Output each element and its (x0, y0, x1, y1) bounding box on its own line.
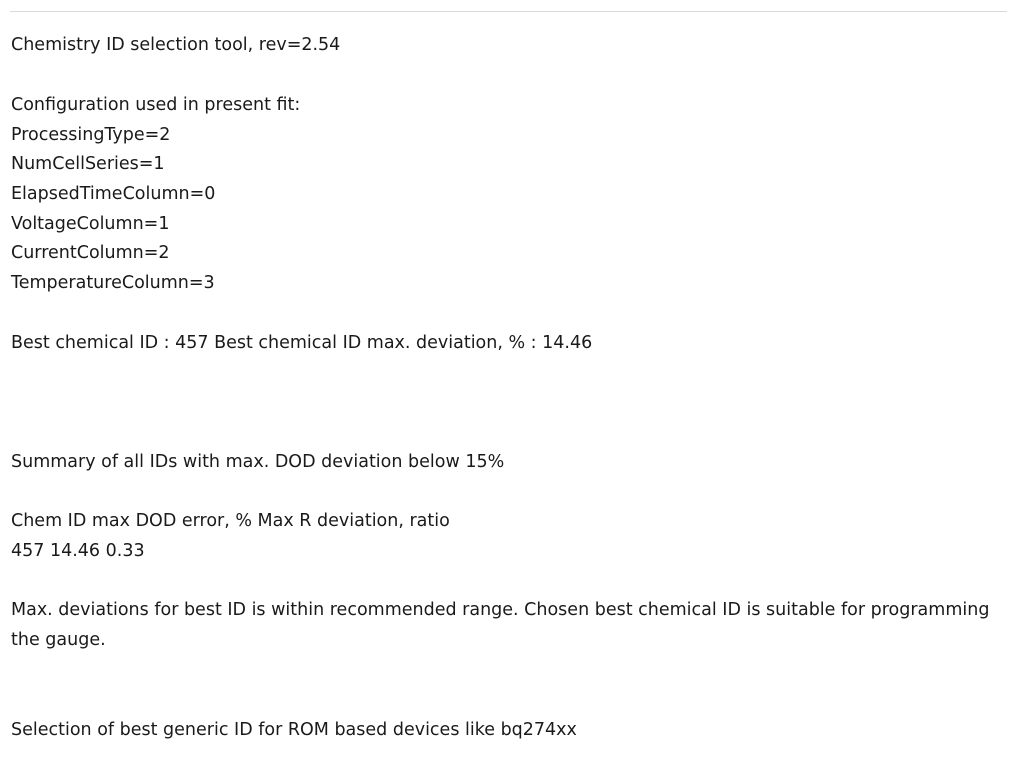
config-item-processing-type: ProcessingType=2 (11, 125, 171, 145)
config-item-voltage-column: VoltageColumn=1 (11, 214, 170, 234)
summary-row: 457 14.46 0.33 (11, 541, 145, 561)
verdict-text: Max. deviations for best ID is within recommended range. Chosen best chemical ID is suitable for programming the gauge. (11, 600, 990, 650)
top-divider (10, 11, 1007, 12)
config-item-elapsed-time-column: ElapsedTimeColumn=0 (11, 184, 216, 204)
best-chemical-id-line: Best chemical ID : 457 Best chemical ID max. deviation, % : 14.46 (11, 333, 593, 353)
summary-columns: Chem ID max DOD error, % Max R deviation, ratio (11, 511, 450, 531)
generic-id-heading: Selection of best generic ID for ROM based devices like bq274xx (11, 720, 577, 740)
config-item-current-column: CurrentColumn=2 (11, 243, 170, 263)
summary-heading: Summary of all IDs with max. DOD deviation below 15% (11, 452, 505, 472)
tool-title: Chemistry ID selection tool, rev=2.54 (11, 35, 341, 55)
config-item-num-cell-series: NumCellSeries=1 (11, 154, 165, 174)
config-heading: Configuration used in present fit: (11, 95, 301, 115)
config-item-temperature-column: TemperatureColumn=3 (11, 273, 215, 293)
